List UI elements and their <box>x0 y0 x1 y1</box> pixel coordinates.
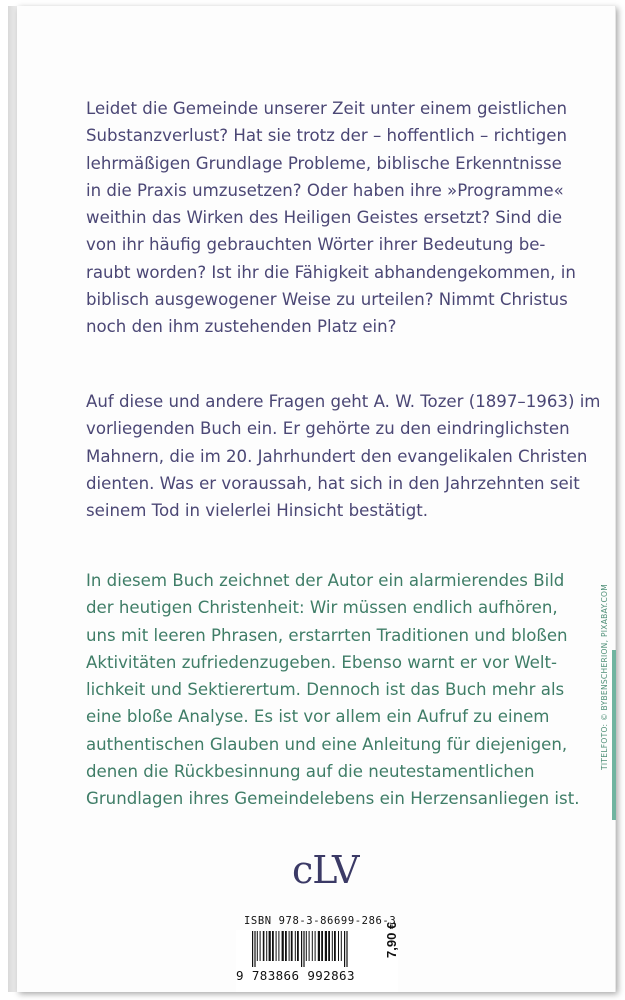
text-line: von ihr häufig gebrauchten Wörter ihrer Bedeutung be- <box>86 235 546 255</box>
barcode-bar <box>309 931 310 961</box>
barcode-bar <box>291 931 293 961</box>
publisher-logo: cLV <box>292 848 359 892</box>
text-line: raubt worden? Ist ihr die Fähigkeit abhandengekommen, in <box>86 262 576 282</box>
text-line: Auf diese und andere Fragen geht A. W. Tozer (1897–1963) im <box>86 392 601 411</box>
barcode-bar <box>266 931 267 961</box>
isbn-label: ISBN 978-3-86699-286-3 <box>244 915 397 927</box>
barcode-bar <box>325 931 327 961</box>
barcode-bar <box>285 931 287 961</box>
text-line: Leidet die Gemeinde unserer Zeit unter einem geistlichen <box>86 99 568 118</box>
text-line: Mahnern, die im 20. Jahrhundert den evangelikalen Christen <box>86 446 588 466</box>
text-line: dienten. Was er voraussah, hat sich in den Jahrzehnten seit <box>86 473 580 493</box>
text-line: Grundlagen ihres Gemeindelebens ein Herzensanliegen ist. <box>86 789 580 809</box>
barcode-bar <box>263 931 265 961</box>
text-line: In diesem Buch zeichnet der Autor ein alarmierendes Bild <box>86 571 565 590</box>
barcode-bar <box>318 931 320 961</box>
barcode-bar <box>276 931 277 961</box>
barcode-bar <box>312 931 313 961</box>
barcode-bar <box>303 931 304 967</box>
text-line: uns mit leeren Phrasen, erstarrten Traditionen und bloßen <box>86 625 568 645</box>
barcode-bar <box>328 931 330 961</box>
text-line: authentischen Glauben und eine Anleitung für diejenigen, <box>86 734 568 754</box>
text-line: in die Praxis umzusetzen? Oder haben ihre »Programme« <box>86 180 564 200</box>
barcode-bar <box>252 931 253 967</box>
ean-number: 9 783866 992863 <box>236 968 355 983</box>
blurb-paragraph-3 <box>86 567 580 813</box>
barcode-bar <box>289 931 290 961</box>
barcode-bar <box>272 931 274 961</box>
text-line: lehrmäßigen Grundlage Probleme, biblische Erkenntnisse <box>86 153 562 173</box>
text-line: noch den ihm zustehenden Platz ein? <box>86 317 397 337</box>
barcode-bar <box>341 931 342 961</box>
text-line: eine bloße Analyse. Es ist vor allem ein Aufruf zu einem <box>86 707 550 727</box>
text-line: seinem Tod in vielerlei Hinsicht bestätigt. <box>86 501 429 521</box>
barcode-bar <box>334 931 336 961</box>
barcode-bar <box>282 931 284 961</box>
accent-bar <box>612 650 616 820</box>
barcode-bar <box>254 931 255 967</box>
barcode-bar <box>297 931 299 961</box>
text-line: vorliegenden Buch ein. Er gehörte zu den eindringlichsten <box>86 419 570 439</box>
price-label: 7,90 € <box>384 921 399 958</box>
barcode-bar <box>257 931 258 961</box>
barcode-bar <box>301 931 302 967</box>
barcode-bar <box>315 931 316 961</box>
text-line: denen die Rückbesinnung auf die neutestamentlichen <box>86 762 535 782</box>
barcode-icon <box>252 931 382 967</box>
barcode-bar <box>344 931 345 967</box>
barcode-bar <box>269 931 271 961</box>
text-line: weithin das Wirken des Heiligen Geistes ersetzt? Sind die <box>86 208 563 228</box>
barcode-bar <box>306 931 307 961</box>
text-line: biblisch ausgewogener Weise zu urteilen? Nimmt Christus <box>86 290 568 310</box>
barcode-bar <box>321 931 323 961</box>
blurb-paragraph-1 <box>86 95 576 341</box>
barcode-bar <box>346 931 347 967</box>
barcode-bar <box>278 931 279 961</box>
barcode-bar <box>332 931 333 961</box>
text-line: Substanzverlust? Hat sie trotz der – hoffentlich – richtigen <box>86 126 568 146</box>
photo-credit: TITELFOTO: © BYBENSCHERION, PIXABAY.COM <box>600 583 609 770</box>
text-line: der heutigen Christenheit: Wir müssen endlich aufhören, <box>86 598 558 618</box>
barcode-bar <box>295 931 296 961</box>
barcode-bar <box>260 931 261 961</box>
text-line: Aktivitäten zufriedenzugeben. Ebenso warnt er vor Welt- <box>86 652 557 672</box>
barcode-bar <box>338 931 339 961</box>
blurb-paragraph-2 <box>86 388 601 524</box>
text-line: lichkeit und Sektierertum. Dennoch ist das Buch mehr als <box>86 680 565 700</box>
